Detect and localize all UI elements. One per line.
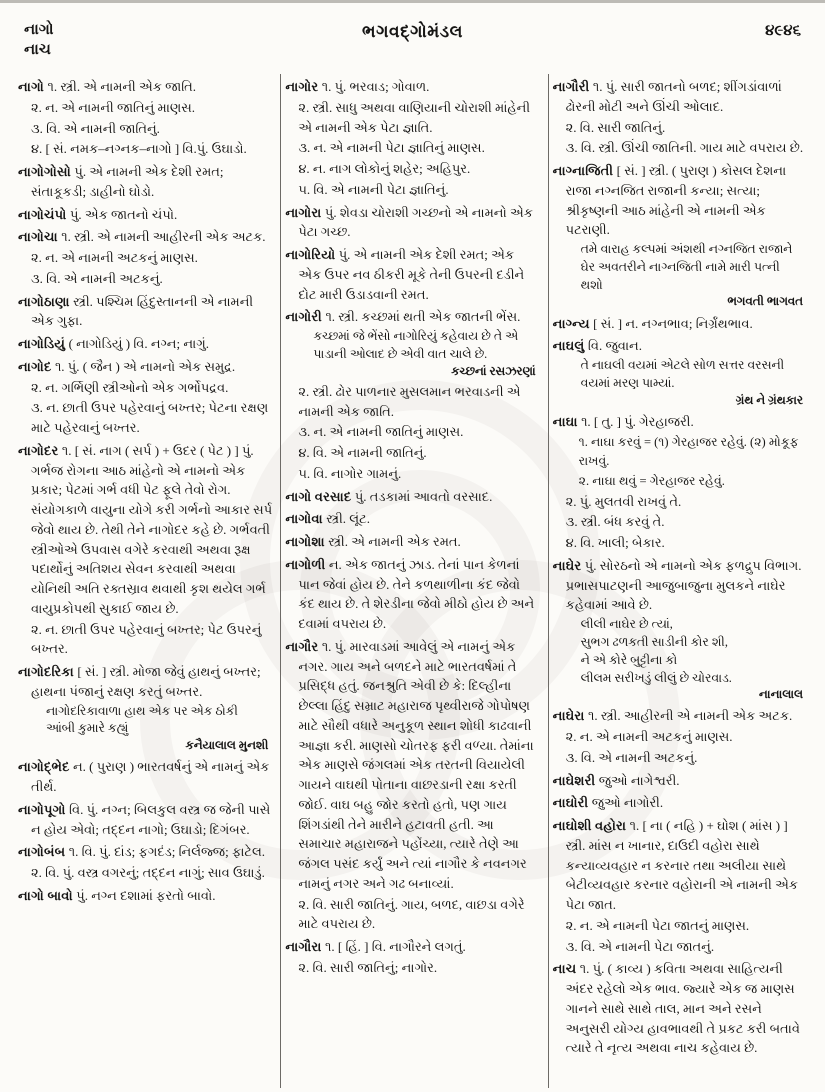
- dictionary-entry: નાગૌરી ૧. પું. સારી જાતનો બળદ; શીંગડાંવાળાં ઢોરની મોટી અને ઊંચી ઓલાદ.: [552, 79, 782, 114]
- entry-sense: ૩. ન. છાતી ઉપર પહેરવાનું બખ્તર; પેટના રક્ષણ માટે પહેરવાનું બખ્તર.: [31, 400, 269, 435]
- dictionary-entry: નાગોપૂગો વિ. પું. નગ્ન; બિલકુલ વસ્ત્ર જ જેની પાસે ન હોય એવો; તદ્દન નાગો; ઉઘાડો; દિગંબર.: [18, 801, 271, 837]
- entry-sense: ૨. ન. એ નામની અટકનું માણસ.: [565, 729, 733, 745]
- quote-attribution: કચ્છનાં રસઝરણાં: [451, 363, 536, 378]
- headword: નાગોરિયો: [285, 247, 339, 262]
- entry-sense: ૪. વિ. ખાલી; બેકાર.: [565, 535, 665, 551]
- dictionary-entry: નાગોર ૧. પું. ભરવાડ; ગોવાળ.: [285, 79, 430, 94]
- entry-quote: [581, 616, 803, 703]
- headword: નાગોદ્ભેદ: [18, 759, 73, 775]
- headword: નાગો બાવો: [18, 887, 77, 903]
- headword: નાગોગોસો: [18, 164, 75, 179]
- dictionary-entry: નાગૌર ૧. પું. મારવાડમાં આવેલું એ નામનું એક નગર. ગાય અને બળદને માટે ભારતવર્ષમાં તે પ્રસિદ્ધ હતું. જનશ્રુતિ એવી છે કે: દિલ્હીના છેલ્લા હિંદુ સમ્રાટ મહારાજ પૃથ્વીરાજે ગોપોષણ માટે સૌથી વધારે અનુકૂળ સ્થાન શોધી કાઢવાની આજ્ઞા કરી. માણસો ચોતરફ ફરી વળ્યા. તેમાંના એક માણસે જંગલમાં એક તરતની વિયાયેલી ગાયને વાઘથી પોતાના વાછરડાની રક્ષા કરતી જોઈ. વાઘ બહુ જોર કરતો હતો, પણ ગાય શિંગડાંથી તેને મારીને હટાવતી હતી. આ સમાચાર મહારાજને પહોંચ્યા, ત્યારે તેણે આ જંગલ પસંદ કર્યું અને ત્યાં નાગૌર કે નવનગર નામનું નગર અને ગઢ બનાવ્યાં.: [285, 638, 534, 891]
- headword: નાગોચા: [18, 229, 62, 245]
- entry-quote: [46, 703, 268, 755]
- headword: નાઘોરી: [552, 795, 592, 811]
- dictionary-entry: નાગોશા સ્ત્રી. એ નામની એક રમત.: [285, 534, 461, 549]
- dictionary-entry: નાઘા ૧. [ તુ. ] પું. ગેરહાજરી.: [552, 413, 694, 429]
- dictionary-entry: નાગોવા સ્ત્રી. લૂંટ.: [285, 511, 370, 527]
- dictionary-entry: નાગોળી ન. એક જાતનું ઝાડ. તેનાં પાન કેળનાં પાન જેવાં હોય છે. તેને કળથાળીના કંદ જેવો કંદ થાય છે. તે શેરડીના જેવો મીઠો હોય છે અને દવામાં વપરાય છે.: [285, 556, 535, 631]
- entry-sense: ૨. ન. એ નામની જાતિનું માણસ.: [31, 99, 196, 115]
- quote-attribution: ગ્રંથ ને ગ્રંથકાર: [735, 392, 803, 407]
- headword: નાગોચંપો: [18, 206, 70, 222]
- entry-sense: ૩. સ્ત્રી. બંધ કરવું તે.: [565, 514, 665, 530]
- dictionary-entry: નાઘોશી વહોરા ૧. [ ના ( નહિ ) + ઘોશ ( માંસ ) ] સ્ત્રી. માંસ ન ખાનાર, દાઉદી વહોરા સાથે કન્યાવ્યવહાર ન કરનાર તથા અલીયા સાથે બેટીવ્યવહાર કરનાર વહોરાની એ નામની એક પેટા જાત.: [552, 818, 798, 913]
- entry-sense: ૨. વિ. સારી જાતિનું. ગાય, બળદ, વાછડા વગેરે માટે વપરાય છે.: [298, 896, 525, 932]
- headword: નાગ્ન્ય: [552, 315, 594, 331]
- dictionary-entry: નાગોગોસો પું. એ નામની એક દેશી રમત; સંતાકૂકડી; ડાહીનો ઘોડો.: [18, 164, 224, 199]
- entry-sense: ૩. ન. એ નામની જાતિનું માણસ.: [298, 424, 464, 440]
- dictionary-entry: નાગોદ્ભેદ ન. ( પુરાણ ) ભારતવર્ષનું એ નામનું એક તીર્થ.: [18, 759, 270, 794]
- entry-sense: ૨. વિ. સારી જાતિનું; નાગોર.: [298, 959, 438, 975]
- quote-line: તે નાઘલી વયમાં એટલે સોળ સત્તર વરસની વયમાં મરણ પામ્યાં.: [580, 358, 785, 390]
- page-number: ૪૯૪૬: [765, 23, 801, 39]
- headword: નાગોરી: [285, 309, 326, 325]
- dictionary-entry: નાગો ૧. સ્ત્રી. એ નામની એક જાતિ.: [18, 79, 197, 94]
- dictionary-entry: નાગ્નાજિતી [ સં. ] સ્ત્રી. ( પુરાણ ) કોસલ દેશના રાજા નગ્નજિત રાજાની કન્યા; સત્યા; શ્રીકૃષ્ણની આઠ માંહેની એ નામની એક પટરાણી.: [552, 163, 787, 238]
- entry-sense: ૩. ન. એ નામની પેટા જ્ઞાતિનું માણસ.: [298, 140, 485, 156]
- headword: નાઘેર: [552, 557, 585, 573]
- headword: નાગોવા: [285, 511, 327, 527]
- dictionary-entry: નાગોદરિકા [ સં. ] સ્ત્રી. મોજા જેવું હાથનું બખ્તર; હાથના પંજાનું રક્ષણ કરતું બખ્તર.: [18, 664, 261, 699]
- dictionary-entry: નાગ્ન્ય [ સં. ] ન. નગ્નભાવ; નિર્ગ્રંથભાવ.: [552, 315, 753, 331]
- headword: નાઘા: [552, 413, 582, 429]
- entry-sense: ૨. ન. છાતી ઉપર પહેરવાનું બખ્તર; પેટ ઉપરનું બખ્તર.: [31, 621, 262, 657]
- dictionary-entry: નાઘલું વિ. જુવાન.: [552, 338, 642, 354]
- dictionary-columns: [14, 74, 815, 1088]
- entry-quote: [313, 328, 535, 380]
- dictionary-entry: નાગોબંબ ૧. વિ. પું. દાંડ; ફગદંડ; નિર્લજ્જ; ફાટેલ.: [18, 844, 266, 860]
- entry-sense: ૨. સ્ત્રી. ઢોર પાળનાર મુસલમાન ભરવાડની એ નામની એક જાતિ.: [298, 383, 521, 419]
- dictionary-entry: નાઘેરા ૧. સ્ત્રી. આહીરની એ નામની એક અટક.: [552, 708, 793, 724]
- headword: નાગૌર: [285, 638, 322, 654]
- dictionary-entry: નાગો બાવો પું. નગ્ન દશામાં ફરતો બાવો.: [18, 887, 216, 903]
- entry-sense: ૩. વિ. એ નામની પેટા જાતનું.: [565, 938, 715, 954]
- dictionary-entry: નાગોડિયું ( નાગોડિયું ) વિ. નગ્ન; નાગું.: [18, 336, 209, 351]
- entry-sense: ૩. વિ. સ્ત્રી. ઊંચી જાતિની. ગાય માટે વપરાય છે.: [565, 140, 804, 156]
- headword: નાગોદ: [18, 358, 55, 374]
- column-1: [14, 74, 281, 1088]
- headword: નાગોઠાણા: [18, 293, 74, 309]
- headword: નાગોપૂગો: [18, 801, 70, 817]
- dictionary-entry: નાગોરી ૧. સ્ત્રી. કચ્છમાં થતી એક જાતની ભેંસ.: [285, 309, 521, 325]
- dictionary-entry: નાગોદ ૧. પું. ( જૈન ) એ નામનો એક સમુદ્ર.: [18, 358, 236, 374]
- headword: નાગોળી: [285, 556, 329, 572]
- quote-line: લીલી નાઘેર છે ત્યાં,: [580, 617, 673, 632]
- dictionary-entry: નાગોઠાણા સ્ત્રી. પશ્ચિમ હિંદુસ્તાનની એ નામની એક ગુફા.: [18, 293, 254, 329]
- entry-sense: ૩. વિ. એ નામની અટકનું.: [31, 270, 163, 286]
- headword: નાગોબંબ: [18, 844, 69, 860]
- entry-sense: ૨. સ્ત્રી. સાધુ અથવા વાણિયાની ચોરાશી માંહેની એ નામની એક પેટા જ્ઞાતિ.: [298, 99, 531, 135]
- dictionary-entry: નાગો વરસાદ પું. તડકામાં આવતો વરસાદ.: [285, 488, 493, 504]
- entry-sense: ૨. પું. મુલતવી રાખવું તે.: [565, 493, 682, 509]
- quote-line: ને એ કોરે બુટ્ટીના કો: [580, 652, 678, 667]
- entry-sense: ૩. વિ. એ નામની અટકનું.: [565, 749, 698, 765]
- entry-sense: ૨. ન. ગર્ભિણી સ્ત્રીઓનો એક ગર્ભોપદ્રવ.: [31, 379, 229, 395]
- headword: નાગોડિયું: [18, 336, 69, 351]
- dictionary-entry: નાગોરા પું. શેવડા ચોરાશી ગચ્છનો એ નામનો એક પેટા ગચ્છ.: [285, 204, 533, 240]
- headword: નાગો: [18, 79, 48, 94]
- headword: નાચ: [552, 961, 580, 977]
- quote-line: લીલમ સરીખડું લીલું છે ચોરવાડ.: [580, 670, 732, 685]
- quote-line: નાગોદરિકાવાળા હાથ એક પર એક ઠોકી આંબી કુમારે કહ્યું: [46, 703, 238, 736]
- dictionary-entry: નાઘેર પું. સોરઠનો એ નામનો એક ફળદ્રુપ વિભાગ. પ્રભાસપાટણની આજુબાજુના મુલકને નાઘેર કહેવામાં આવે છે.: [552, 557, 802, 613]
- headword: નાગોશા: [285, 534, 329, 549]
- headword: નાગોદર: [18, 442, 62, 458]
- dictionary-entry: નાગોરિયો પું. એ નામની એક દેશી રમત; એક એક ઉપર નવ ઠીકરી મૂકે તેની ઉપરની દડીને દોટ મારી ઉડાડવાની રમત.: [285, 247, 525, 302]
- quote-line: તમે વારાહ કલ્પમાં અંશથી નગ્નજિત રાજાને ઘેર અવતરીને નાગ્નજિતી નામે મારી પત્ની થશો: [580, 242, 793, 292]
- column-2: [281, 74, 548, 1088]
- entry-sense: ૫. વિ. એ નામની પેટા જ્ઞાતિનું.: [298, 181, 449, 197]
- headword: નાઘેરા: [552, 708, 588, 724]
- quote-attribution: નાનાલાલ: [758, 687, 803, 702]
- entry-sense: ૪. [ સં. નમક–નગ્નક–નાગો ] વિ.પું. ઉઘાડો.: [31, 141, 247, 157]
- entry-sense: ૨. ન. એ નામની પેટા જાતનું માણસ.: [565, 917, 750, 933]
- dictionary-entry: નાગોદર ૧. [ સં. નાગ ( સર્પ ) + ઉદર ( પેટ ) ] પું. ગર્ભજ રોગના આઠ માંહેનો એ નામનો એક પ્રકાર; પેટમાં ગર્ભ વધી પેટ ફૂલે તેવો રોગ. સંયોગકાળે વાયુના યોગે કરી ગર્ભનો આકાર સર્પ જેવો થાય છે. તેથી તેને નાગોદર કહે છે. ગર્ભવતી સ્ત્રીઓએ ઉપવાસ વગેરે કરવાથી અથવા રૂક્ષ પદાર્થોનું અતિશય સેવન કરવાથી અથવા યોનિથી અતિ રક્તસ્રાવ થવાથી કૃશ થયેલ ગર્ભ વાયુપ્રકોપથી સુકાઈ જાય છે.: [18, 442, 273, 616]
- entry-sense: ૨. વિ. પું. વસ્ત્ર વગરનું; તદ્દન નાગું; સાવ ઉઘાડું.: [31, 865, 265, 880]
- page-header: [14, 14, 815, 66]
- entry-sense: ૫. વિ. નાગોર ગામનું.: [298, 465, 402, 481]
- dictionary-entry: નાઘોરી જુઓ નાગોરી.: [552, 795, 664, 811]
- entry-quote: [581, 357, 803, 409]
- headword: નાગૌરી: [552, 79, 593, 94]
- entry-sense: ૨. ન. એ નામની અટકનું માણસ.: [31, 250, 198, 265]
- entry-phrase: ૧. નાઘા કરવું = (૧) ગેરહાજર રહેવું. (૨) મોકૂફ રાખવું.: [578, 434, 799, 468]
- headword: નાગૌરા: [285, 939, 325, 954]
- dictionary-entry: નાગોચા ૧. સ્ત્રી. એ નામની આહીરની એક અટક.: [18, 229, 266, 245]
- entry-sense: ૩. વિ. એ નામની જાતિનું.: [31, 120, 160, 136]
- quote-line: કચ્છમાં જે ભેંસો નાગોરિયું કહેવાય છે તે એ પાડાની ઓલાદ છે એવી વાત ચાલે છે.: [313, 329, 519, 361]
- quote-attribution: ભગવતી ભાગવત: [727, 294, 803, 309]
- headword: નાઘેશરી: [552, 772, 599, 788]
- dictionary-entry: નાગૌરા ૧. [ હિં. ] વિ. નાગૌરને લગતું.: [285, 939, 466, 954]
- entry-sense: ૨. વિ. સારી જાતિનું.: [565, 119, 666, 135]
- entry-phrase: ૨. નાઘા થવું = ગેરહાજર રહેવું.: [578, 473, 725, 488]
- page-title: ભગવદ્ગોમંડલ: [362, 22, 463, 41]
- dictionary-entry: નાઘેશરી જુઓ નાગેશ્વરી.: [552, 772, 680, 788]
- dictionary-entry: નાચ ૧. પું. ( કાવ્ય ) કવિતા અથવા સાહિત્યની અંદર રહેલો એક ભાવ. જ્યારે એક જ માણસ ગાનને સાથે સાથે તાલ, માન અને રસને અનુસરી યોગ્ય હાવભાવથી તે પ્રકટ કરી બતાવે ત્યારે તે નૃત્ય અથવા નાચ કહેવાય છે.: [552, 961, 800, 1056]
- entry-sense: ૪. વિ. એ નામની જાતિનું.: [298, 445, 427, 460]
- headword: નાગોરા: [285, 204, 325, 220]
- guide-word-first: નાગો: [24, 22, 54, 38]
- headword: નાગો વરસાદ: [285, 488, 355, 504]
- headword: નાઘોશી વહોરા: [552, 818, 630, 834]
- headword: નાગ્નાજિતી: [552, 163, 617, 178]
- guide-word-last: નાચ: [24, 42, 51, 59]
- entry-quote: [581, 241, 803, 311]
- quote-attribution: કનૈયાલાલ મુનશી: [185, 738, 269, 753]
- headword: નાગોદરિકા: [18, 664, 78, 679]
- headword: નાગોર: [285, 79, 322, 94]
- column-3: [549, 74, 815, 1088]
- headword: નાઘલું: [552, 338, 588, 354]
- guide-words: [24, 20, 194, 61]
- entry-sense: ૪. ન. નાગ લોકોનું શહેર; અહિપુર.: [298, 161, 471, 176]
- quote-line: સુભગ ઢળકતી સાડીની કોર શી,: [580, 634, 728, 649]
- dictionary-entry: નાગોચંપો પું. એક જાતનો ચંપો.: [18, 206, 178, 222]
